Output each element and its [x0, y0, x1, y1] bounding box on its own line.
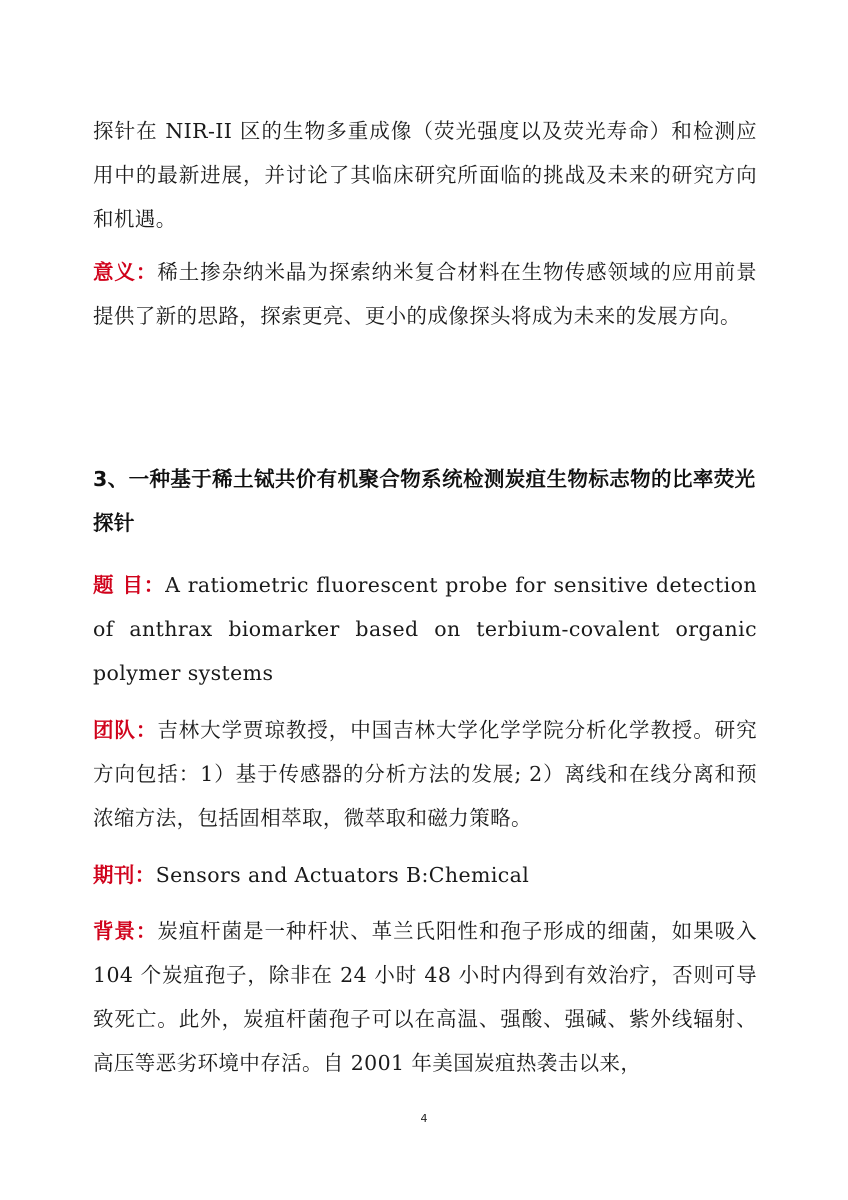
journal-text: Sensors and Actuators B:Chemical [155, 863, 530, 887]
intro-continuation-text: 探针在 NIR-II 区的生物多重成像（荧光强度以及荧光寿命）和检测应用中的最新进展，并讨论了其临床研究所面临的挑战及未来的研究方向和机遇。 [93, 119, 757, 231]
journal-paragraph [93, 853, 757, 897]
background-text: 炭疽杆菌是一种杆状、革兰氏阳性和孢子形成的细菌，如果吸入 104 个炭疽孢子，除非在 24 小时 48 小时内得到有效治疗，否则可导致死亡。此外，炭疽杆菌孢子可以在高温、强酸、强碱、紫外线辐射、高压等恶劣环境中存活。自 2001 年美国炭疽热袭击以来， [93, 919, 757, 1075]
title-text: A ratiometric fluorescent probe for sensitive detection of anthrax biomarker based on terbium-covalent organic polymer systems [93, 573, 757, 685]
title-label: 题 目： [93, 573, 166, 597]
significance-label: 意义： [93, 260, 158, 284]
team-paragraph [93, 708, 757, 840]
significance-paragraph [93, 250, 757, 338]
team-text: 吉林大学贾琼教授，中国吉林大学化学学院分析化学教授。研究方向包括：1）基于传感器的分析方法的发展; 2）离线和在线分离和预浓缩方法，包括固相萃取，微萃取和磁力策略。 [93, 718, 757, 830]
background-label: 背景： [93, 919, 158, 943]
significance-text: 稀土掺杂纳米晶为探索纳米复合材料在生物传感领域的应用前景提供了新的思路，探索更亮、更小的成像探头将成为未来的发展方向。 [93, 260, 757, 328]
section-heading [93, 457, 757, 545]
team-label: 团队： [93, 718, 158, 742]
title-paragraph [93, 563, 757, 695]
page-number: 4 [420, 1112, 428, 1125]
intro-continuation-paragraph [93, 109, 757, 241]
section-heading-text: 3、一种基于稀土铽共价有机聚合物系统检测炭疽生物标志物的比率荧光探针 [93, 467, 756, 535]
journal-label: 期刊： [93, 863, 156, 887]
background-paragraph [93, 909, 757, 1085]
